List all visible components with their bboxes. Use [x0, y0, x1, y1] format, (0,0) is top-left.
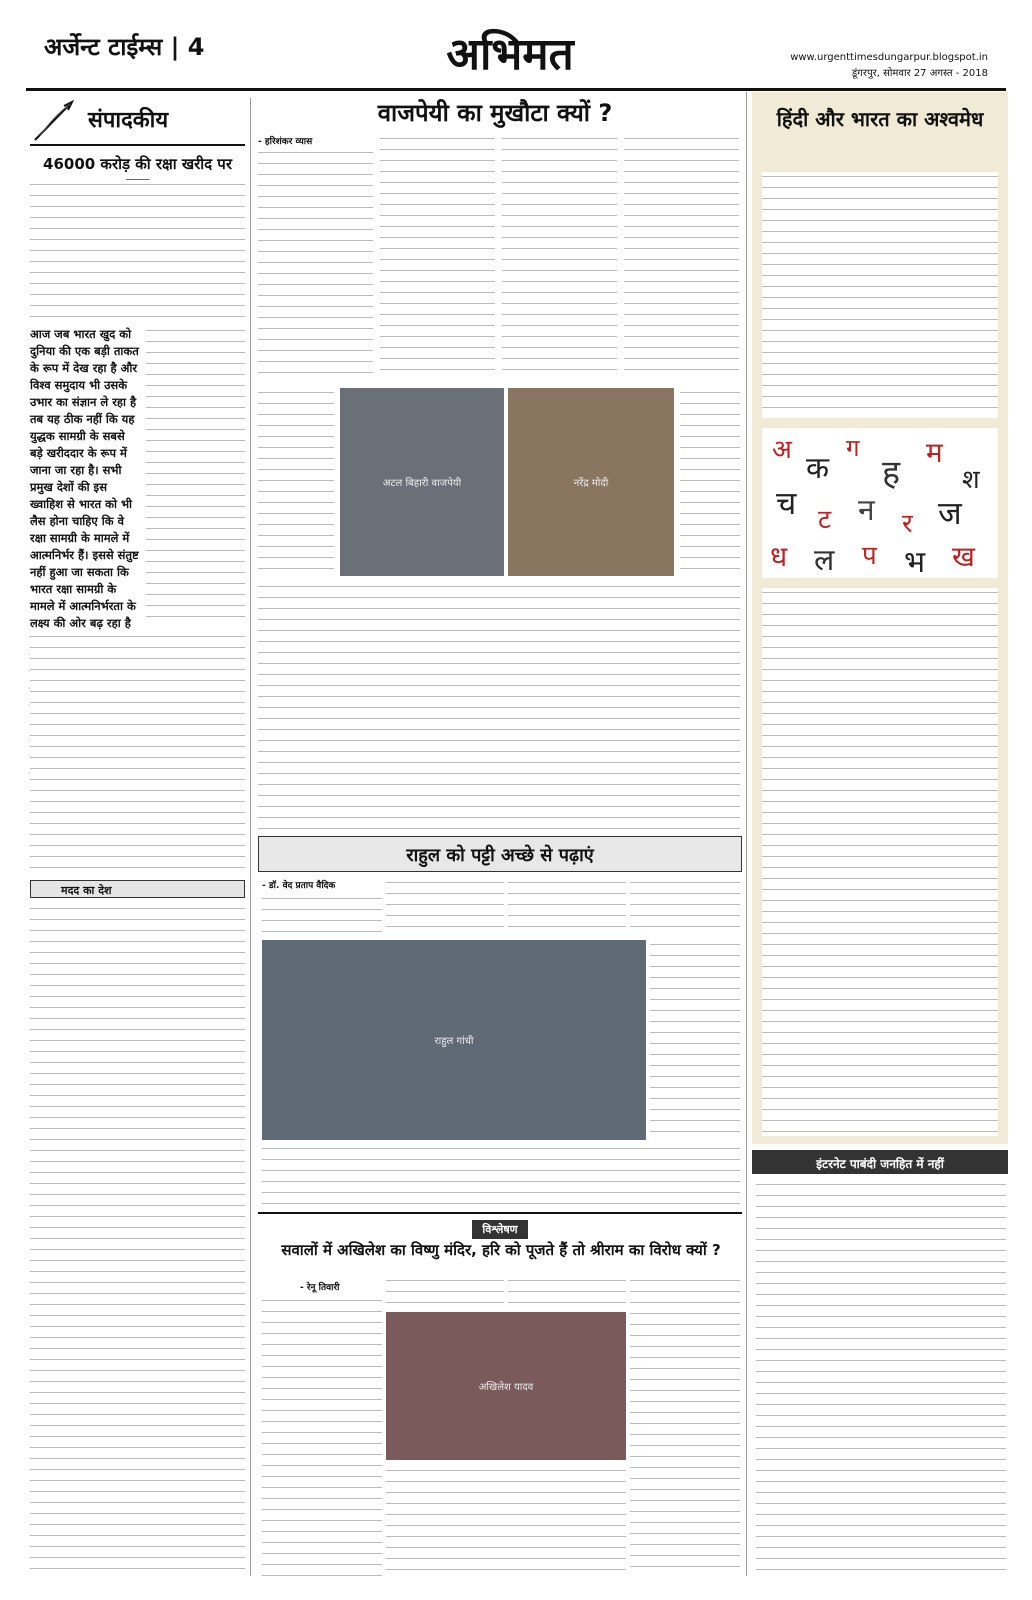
column-divider-right — [746, 92, 747, 1576]
editorial-body-text-3 — [30, 632, 245, 872]
relief-section-label: मदद का देश — [61, 884, 112, 897]
rahul-photo — [262, 940, 646, 1140]
rahul-body-col-3-top — [508, 878, 626, 934]
masthead-rule — [26, 88, 1006, 91]
svg-text:म: म — [926, 436, 943, 469]
hindi-body-bottom — [762, 588, 998, 1136]
rahul-body-col-1-top — [262, 894, 382, 934]
internet-headline-box — [752, 1150, 1008, 1174]
rahul-body-wrap — [650, 940, 740, 1140]
svg-text:प: प — [862, 541, 877, 571]
svg-text:ह: ह — [882, 453, 901, 493]
rahul-headline: राहुल को पट्टी अच्छे से पढ़ाएं — [406, 845, 594, 866]
hindi-letters-illustration — [762, 428, 998, 578]
lead-body-right-wrap — [680, 388, 740, 576]
relief-body-text — [30, 904, 245, 1574]
vajpayee-photo-caption: अटल बिहारी वाजपेयी — [382, 478, 462, 489]
modi-photo-caption: नरेंद्र मोदी — [573, 478, 609, 489]
lead-body-left-wrap — [258, 388, 334, 576]
lead-body-col-4 — [624, 134, 739, 380]
svg-text:ग: ग — [846, 434, 860, 462]
lead-body-col-1 — [258, 148, 373, 380]
lead-body-bottom — [258, 582, 740, 830]
svg-text:भ: भ — [904, 545, 926, 578]
akhilesh-photo — [386, 1312, 626, 1460]
lead-body-col-3 — [502, 134, 617, 380]
vajpayee-photo — [340, 388, 504, 576]
analysis-label-wrap — [440, 1218, 560, 1239]
masthead-info — [790, 50, 988, 82]
editorial-section-label: संपादकीय — [88, 108, 169, 133]
quill-pen-icon — [30, 98, 80, 144]
masthead-paper-name: अर्जेन्ट टाईम्स | 4 — [44, 33, 205, 61]
svg-text:क: क — [806, 451, 830, 486]
editorial-body-text — [30, 180, 245, 320]
svg-text:ख: ख — [952, 540, 975, 573]
blog-url[interactable]: www.urgenttimesdungarpur.blogspot.in — [790, 52, 988, 63]
lead-body-col-2 — [380, 134, 495, 380]
akhilesh-photo-caption: अखिलेश यादव — [478, 1382, 534, 1393]
svg-text:श: श — [962, 465, 980, 495]
svg-text:ट: ट — [818, 505, 832, 535]
relief-section-tab — [30, 880, 245, 898]
devanagari-collage-icon — [762, 428, 998, 578]
analysis-body-col-3-top — [508, 1276, 626, 1308]
lead-byline: - हरिशंकर व्यास — [258, 137, 313, 147]
masthead-section-title: अभिमत — [446, 29, 574, 80]
analysis-body-col-4 — [630, 1276, 740, 1576]
editorial-pullquote: आज जब भारत खुद को दुनिया की एक बड़ी ताकत के रूप में देख रहा है और विश्व समुदाय भी उसके उभार का संज्ञान ले रहा है तब यह ठीक नहीं कि यह युद्धक सामग्री के सबसे बड़े खरीददार के रूप में जाना जा रहा है। सभी प्रमुख देशों की इस ख्वाहिश से भारत को भी लैस होना चाहिए कि वे रक्षा सामग्री के मामले में आत्मनिर्भर हैं। इससे संतुष्ट नहीं हुआ जा सकता कि भारत रक्षा सामग्री के मामले में आत्मनिर्भरता के लक्ष्य की ओर बढ़ रहा है — [30, 327, 139, 630]
analysis-body-col-1 — [262, 1296, 382, 1576]
page-number: 4 — [187, 33, 205, 61]
rahul-body-col-4-top — [630, 878, 740, 934]
analysis-byline: - रेनू तिवारी — [300, 1283, 340, 1293]
rahul-byline: - डॉ. वेद प्रताप वैदिक — [262, 881, 336, 891]
dateline: डूंगरपुर, सोमवार 27 अगस्त - 2018 — [851, 68, 988, 79]
svg-text:ज: ज — [938, 494, 962, 532]
hindi-body-top — [762, 172, 998, 418]
modi-photo — [508, 388, 674, 576]
svg-text:ध: ध — [770, 540, 788, 573]
rahul-body-bottom — [262, 1144, 740, 1206]
internet-body-text — [756, 1180, 1006, 1576]
analysis-label: विश्लेषण — [472, 1220, 527, 1239]
rahul-headline-box — [258, 836, 742, 872]
rahul-photo-caption: राहुल गांधी — [434, 1036, 474, 1047]
analysis-rule — [258, 1212, 742, 1214]
svg-text:अ: अ — [772, 435, 792, 465]
editorial-headline: 46000 करोड़ की रक्षा खरीद पर — [43, 155, 232, 173]
column-divider-left — [250, 98, 251, 1576]
editorial-body-text-2 — [146, 326, 245, 626]
rahul-body-col-2-top — [386, 878, 504, 934]
analysis-headline: सवालों में अखिलेश का विष्णु मंदिर, हरि को पूजते हैं तो श्रीराम का विरोध क्यों ? — [281, 1241, 721, 1259]
hindi-headline: हिंदी और भारत का अश्वमेध — [776, 107, 984, 131]
svg-text:र: र — [902, 509, 913, 539]
internet-headline: इंटरनेट पाबंदी जनहित में नहीं — [816, 1157, 944, 1171]
editorial-header — [30, 98, 245, 146]
svg-text:ल: ल — [814, 543, 835, 578]
lead-headline: वाजपेयी का मुखौटा क्यों ? — [377, 99, 613, 127]
svg-text:च: च — [776, 484, 797, 522]
analysis-body-bottom — [386, 1466, 626, 1576]
analysis-body-col-2-top — [386, 1276, 504, 1308]
svg-text:न: न — [858, 493, 875, 528]
